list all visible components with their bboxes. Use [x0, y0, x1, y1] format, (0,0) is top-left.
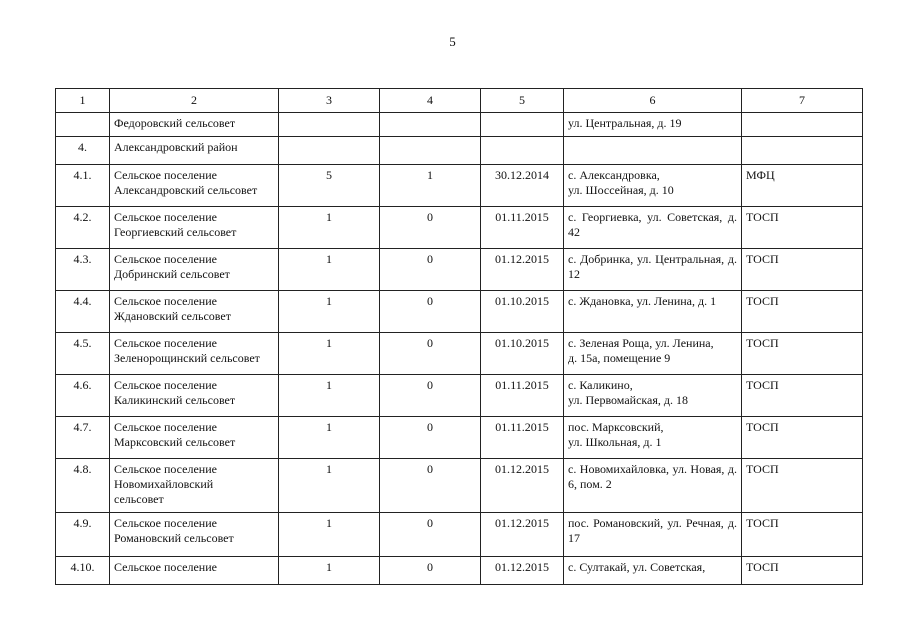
table-row — [56, 557, 863, 585]
date-cell: 01.12.2015 — [481, 557, 564, 585]
date-cell: 01.11.2015 — [481, 207, 564, 249]
row-number-cell: 4.2. — [56, 207, 110, 249]
header-cell: 3 — [279, 89, 380, 113]
column-3-cell: 1 — [279, 249, 380, 291]
date-cell — [481, 113, 564, 137]
column-3-cell: 1 — [279, 417, 380, 459]
header-cell: 2 — [110, 89, 279, 113]
office-type-cell: ТОСП — [742, 291, 863, 333]
column-3-cell: 5 — [279, 165, 380, 207]
column-3-cell — [279, 113, 380, 137]
address-cell: пос. Марксовский, ул. Школьная, д. 1 — [564, 417, 742, 459]
row-number-cell: 4.9. — [56, 513, 110, 557]
settlement-name-cell: Александровский район — [110, 137, 279, 165]
column-4-cell: 0 — [380, 333, 481, 375]
date-cell: 01.10.2015 — [481, 333, 564, 375]
column-3-cell: 1 — [279, 375, 380, 417]
address-cell: пос. Романовский, ул. Речная, д. 17 — [564, 513, 742, 557]
address-cell: с. Новомихайловка, ул. Новая, д. 6, пом. 2 — [564, 459, 742, 513]
office-type-cell: МФЦ — [742, 165, 863, 207]
column-3-cell: 1 — [279, 557, 380, 585]
row-number-cell: 4.8. — [56, 459, 110, 513]
date-cell: 01.10.2015 — [481, 291, 564, 333]
header-cell: 7 — [742, 89, 863, 113]
table-row — [56, 113, 863, 137]
settlement-name-cell: Сельское поселение Марксовский сельсовет — [110, 417, 279, 459]
table-row — [56, 417, 863, 459]
address-cell: с. Александровка, ул. Шоссейная, д. 10 — [564, 165, 742, 207]
row-number-cell: 4.1. — [56, 165, 110, 207]
table-row — [56, 165, 863, 207]
settlement-name-cell: Сельское поселение Зеленорощинский сельсовет — [110, 333, 279, 375]
settlement-name-cell: Сельское поселение Георгиевский сельсовет — [110, 207, 279, 249]
page-number: 5 — [449, 34, 456, 49]
column-4-cell: 0 — [380, 513, 481, 557]
settlement-name-cell: Сельское поселение Александровский сельсовет — [110, 165, 279, 207]
office-type-cell: ТОСП — [742, 557, 863, 585]
date-cell — [481, 137, 564, 165]
header-cell: 4 — [380, 89, 481, 113]
column-4-cell: 0 — [380, 291, 481, 333]
column-4-cell: 0 — [380, 207, 481, 249]
row-number-cell: 4.5. — [56, 333, 110, 375]
row-number-cell: 4.3. — [56, 249, 110, 291]
column-4-cell: 0 — [380, 557, 481, 585]
table-row — [56, 333, 863, 375]
column-3-cell: 1 — [279, 207, 380, 249]
column-4-cell — [380, 137, 481, 165]
office-type-cell: ТОСП — [742, 375, 863, 417]
address-cell: с. Каликино, ул. Первомайская, д. 18 — [564, 375, 742, 417]
date-cell: 01.11.2015 — [481, 417, 564, 459]
office-type-cell: ТОСП — [742, 417, 863, 459]
address-cell — [564, 137, 742, 165]
header-cell: 6 — [564, 89, 742, 113]
address-cell: ул. Центральная, д. 19 — [564, 113, 742, 137]
table-row — [56, 207, 863, 249]
office-type-cell: ТОСП — [742, 513, 863, 557]
office-type-cell: ТОСП — [742, 333, 863, 375]
date-cell: 01.11.2015 — [481, 375, 564, 417]
address-cell: с. Георгиевка, ул. Советская, д. 42 — [564, 207, 742, 249]
table-row — [56, 375, 863, 417]
date-cell: 30.12.2014 — [481, 165, 564, 207]
column-4-cell: 0 — [380, 375, 481, 417]
settlement-name-cell: Сельское поселение — [110, 557, 279, 585]
data-table — [55, 88, 863, 585]
settlement-name-cell: Сельское поселение Каликинский сельсовет — [110, 375, 279, 417]
header-cell: 1 — [56, 89, 110, 113]
row-number-cell: 4.6. — [56, 375, 110, 417]
column-3-cell: 1 — [279, 459, 380, 513]
column-3-cell — [279, 137, 380, 165]
row-number-cell: 4.10. — [56, 557, 110, 585]
header-row — [56, 89, 863, 113]
date-cell: 01.12.2015 — [481, 249, 564, 291]
table-row — [56, 513, 863, 557]
row-number-cell: 4.4. — [56, 291, 110, 333]
row-number-cell: 4.7. — [56, 417, 110, 459]
address-cell: с. Султакай, ул. Советская, — [564, 557, 742, 585]
office-type-cell — [742, 113, 863, 137]
settlement-name-cell: Сельское поселение Добринский сельсовет — [110, 249, 279, 291]
header-cell: 5 — [481, 89, 564, 113]
column-3-cell: 1 — [279, 513, 380, 557]
settlement-name-cell: Федоровский сельсовет — [110, 113, 279, 137]
office-type-cell: ТОСП — [742, 459, 863, 513]
office-type-cell: ТОСП — [742, 249, 863, 291]
table-row — [56, 249, 863, 291]
table-row — [56, 459, 863, 513]
column-3-cell: 1 — [279, 291, 380, 333]
address-cell: с. Добринка, ул. Центральная, д. 12 — [564, 249, 742, 291]
row-number-cell — [56, 113, 110, 137]
column-3-cell: 1 — [279, 333, 380, 375]
settlement-name-cell: Сельское поселение Романовский сельсовет — [110, 513, 279, 557]
address-cell: с. Ждановка, ул. Ленина, д. 1 — [564, 291, 742, 333]
row-number-cell: 4. — [56, 137, 110, 165]
table-row — [56, 291, 863, 333]
settlement-name-cell: Сельское поселение Ждановский сельсовет — [110, 291, 279, 333]
date-cell: 01.12.2015 — [481, 459, 564, 513]
office-type-cell: ТОСП — [742, 207, 863, 249]
office-type-cell — [742, 137, 863, 165]
table-row — [56, 137, 863, 165]
column-4-cell: 0 — [380, 459, 481, 513]
column-4-cell: 0 — [380, 417, 481, 459]
column-4-cell: 1 — [380, 165, 481, 207]
column-4-cell — [380, 113, 481, 137]
column-4-cell: 0 — [380, 249, 481, 291]
address-cell: с. Зеленая Роща, ул. Ленина, д. 15а, помещение 9 — [564, 333, 742, 375]
settlement-name-cell: Сельское поселение Новомихайловский сельсовет — [110, 459, 279, 513]
date-cell: 01.12.2015 — [481, 513, 564, 557]
